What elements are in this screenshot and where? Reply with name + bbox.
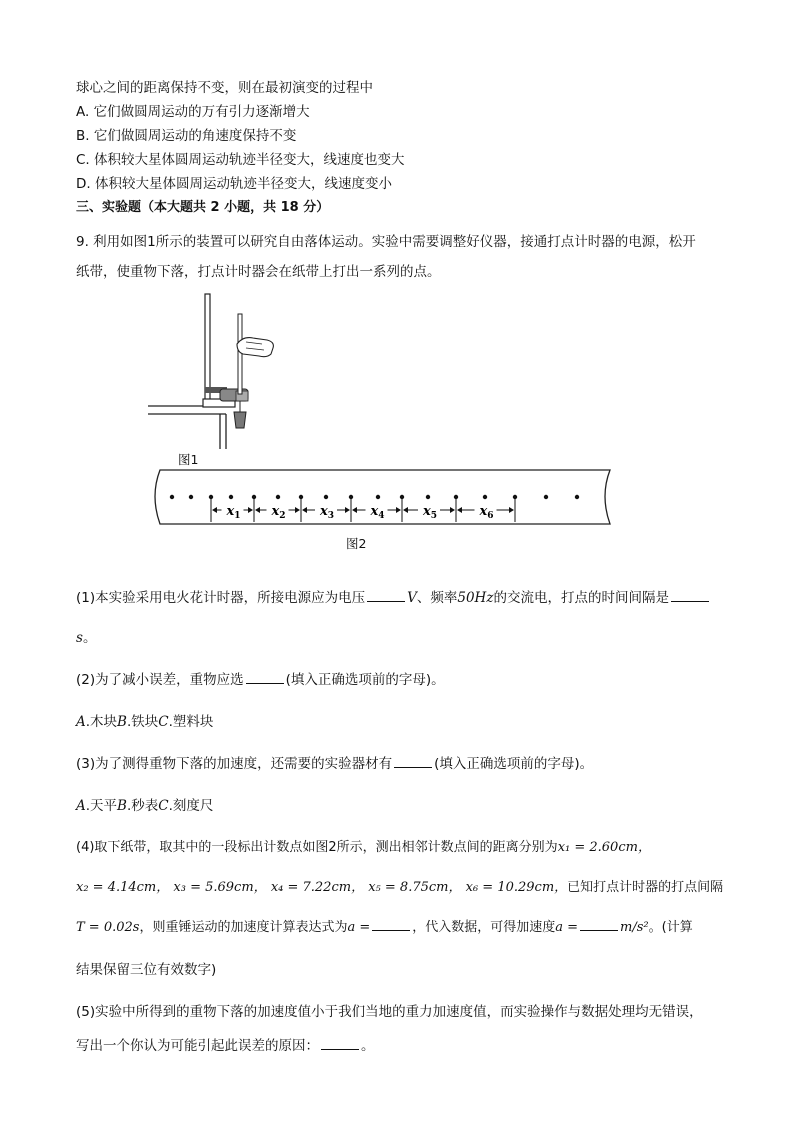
q9-part3: (3)为了测得重物下落的加速度，还需要的实验器材有 (填入正确选项前的字母)。 [76,756,594,772]
q8-stem-tail: 球心之间的距离保持不变，则在最初演变的过程中 [76,80,373,96]
tape-dot [170,495,174,499]
tape-dot [229,495,233,499]
q9-intro-line1: 9. 利用如图1所示的装置可以研究自由落体运动。实验中需要调整好仪器，接通打点计时器的电源，松开 [76,234,696,250]
answer-blank[interactable] [372,918,410,931]
tape-dot [426,495,430,499]
q9-part4-line2: x₂ = 4.14cm， x₃ = 5.69cm， x₄ = 7.22cm， x₅ = 8.75cm， x₆ = 10.29cm，已知打点计时器的打点间隔 [76,880,724,895]
answer-blank[interactable] [671,589,709,602]
figure-1-label: 图1 [178,452,199,467]
q8-option-a: A. 它们做圆周运动的万有引力逐渐增大 [76,104,310,120]
q8-option-d: D. 体积较大星体圆周运动轨迹半径变大，线速度变小 [76,176,392,192]
tape-dot [189,495,193,499]
tape-dot [575,495,579,499]
q9-part1-unit: s。 [76,630,97,646]
segment-label: $x_5$ [423,504,438,521]
segment-label: $x_6$ [479,504,494,521]
segment-label: $x_3$ [320,504,335,521]
q9-part4-line3: T = 0.02s，则重锤运动的加速度计算表达式为a = ，代入数据，可得加速度a = m/s²。(计算 [76,920,693,935]
q9-part4-line1: (4)取下纸带，取其中的一段标出计数点如图2所示，测出相邻计数点间的距离分别为x₁ = 2.60cm， [76,840,651,855]
q9-part1: (1)本实验采用电火花计时器，所接电源应为电压 V、频率50Hz的交流电，打点的时间间隔是 [76,588,711,608]
answer-blank[interactable] [367,589,405,602]
tape-dot [483,495,487,499]
answer-blank[interactable] [246,671,284,684]
section-title: 三、实验题（本大题共 2 小题，共 18 分） [76,200,330,215]
answer-blank[interactable] [394,755,432,768]
tape-dot [544,495,548,499]
figure-2-label: 图2 [346,536,367,551]
segment-label: $x_2$ [271,504,286,521]
tape-dot [276,495,280,499]
figure-2-tape [0,0,794,560]
segment-label: $x_4$ [370,504,385,521]
answer-blank[interactable] [321,1037,359,1050]
tape-dot [376,495,380,499]
answer-blank[interactable] [580,918,618,931]
q9-part5-line1: (5)实验中所得到的重物下落的加速度值小于我们当地的重力加速度值，而实验操作与数据处理均无错误， [76,1004,703,1020]
segment-label: $x_1$ [226,504,241,521]
q8-option-b: B. 它们做圆周运动的角速度保持不变 [76,128,297,144]
tape-dot [324,495,328,499]
q9-part5-line2: 写出一个你认为可能引起此误差的原因： 。 [76,1038,375,1054]
q9-part3-options: A.天平B.秒表C.刻度尺 [76,798,214,814]
q9-part4-line4: 结果保留三位有效数字) [76,962,217,978]
q9-intro-line2: 纸带，使重物下落，打点计时器会在纸带上打出一系列的点。 [76,264,441,280]
q9-part2: (2)为了减小误差，重物应选 (填入正确选项前的字母)。 [76,672,445,688]
q8-option-c: C. 体积较大星体圆周运动轨迹半径变大，线速度也变大 [76,152,405,168]
q9-part2-options: A.木块B.铁块C.塑料块 [76,714,214,730]
